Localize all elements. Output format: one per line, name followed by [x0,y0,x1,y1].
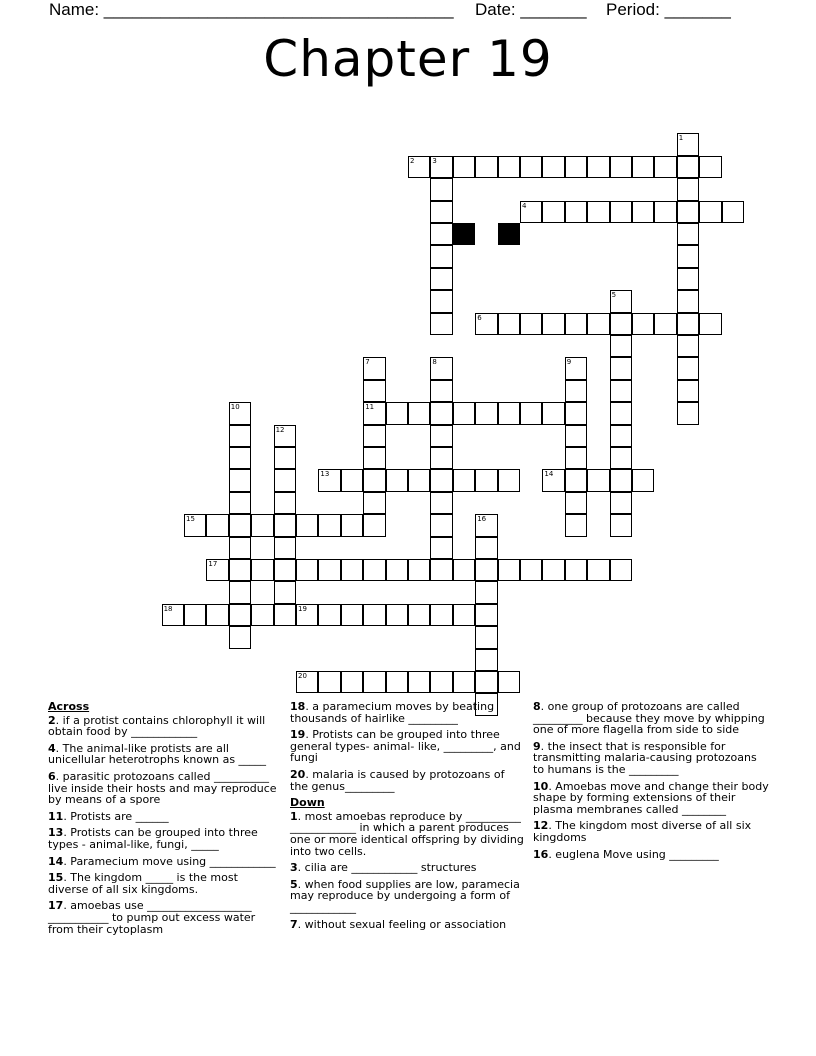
crossword-cell[interactable] [363,380,385,402]
across-clue [290,701,525,724]
clue-label: 14 [48,854,64,868]
across-clue [48,771,280,806]
clue-label: 15 [48,871,64,885]
crossword-cell[interactable] [274,537,296,559]
page-title: Chapter 19 [263,30,553,88]
crossword-cell[interactable] [542,313,564,335]
crossword-cell[interactable] [520,313,542,335]
crossword-cell[interactable] [632,156,654,178]
crossword-cell[interactable] [610,402,632,424]
clues-column-1 [48,701,280,940]
clue-text: . a paramecium moves by beating thousands of hairlike _________ [290,700,495,725]
across-clue [290,729,525,764]
clues-column-2 [290,701,525,935]
clue-number: 5 [611,291,617,300]
clue-number: 18 [163,604,173,613]
crossword-cell[interactable] [677,335,699,357]
crossword-cell[interactable] [453,402,475,424]
clue-text: . The kingdom most diverse of all six kingdoms [533,819,752,844]
clue-text: . euglena Move using _________ [548,847,719,861]
crossword-cell[interactable] [677,268,699,290]
crossword-cell[interactable] [386,671,408,693]
crossword-cell[interactable] [610,357,632,379]
crossword-cell[interactable] [699,201,721,223]
crossword-cell[interactable] [453,156,475,178]
crossword-cell[interactable] [386,469,408,491]
crossword-cell[interactable] [520,402,542,424]
crossword-cell[interactable] [520,156,542,178]
crossword-cell[interactable] [610,380,632,402]
down-heading: Down [290,796,325,810]
across-clue [48,743,280,766]
clue-label: 4 [48,741,56,755]
crossword-cell[interactable] [386,402,408,424]
across-clue [48,872,280,895]
crossword-cell[interactable] [229,514,251,536]
crossword-cell[interactable] [296,559,318,581]
crossword-cell[interactable] [722,201,744,223]
crossword-cell[interactable] [475,537,497,559]
crossword-cell[interactable] [363,469,385,491]
clue-text: . The kingdom _____ is the most diverse of all six kingdoms. [48,871,238,896]
clue-label: 9 [533,739,541,753]
crossword-cell[interactable] [206,514,228,536]
crossword-cell[interactable] [677,156,699,178]
crossword-cell[interactable] [408,469,430,491]
clue-number: 13 [320,470,330,479]
crossword-cell[interactable] [229,425,251,447]
clue-number: 9 [566,358,572,367]
clue-label: 20 [290,767,306,781]
crossword-cell[interactable] [498,469,520,491]
down-clue [290,919,525,931]
crossword-cell[interactable] [430,268,452,290]
crossword-cell[interactable] [229,537,251,559]
blocked-cell [498,223,520,245]
clue-number: 10 [230,403,240,412]
crossword-cell[interactable] [229,626,251,648]
clue-number: 19 [298,604,307,613]
crossword-cell[interactable] [542,402,564,424]
crossword-cell[interactable] [587,559,609,581]
down-clue [533,741,769,776]
clue-text: . the insect that is responsible for transmitting malaria-causing protozoans to humans is the _________ [533,739,757,776]
clue-text: . Protists can be grouped into three types - animal-like, fungi, _____ [48,826,258,851]
crossword-cell[interactable] [229,559,251,581]
crossword-cell[interactable] [430,178,452,200]
crossword-cell[interactable] [274,581,296,603]
crossword-cell[interactable] [475,559,497,581]
clue-label: 18 [290,700,306,713]
crossword-cell[interactable] [677,402,699,424]
clue-label: 19 [290,728,306,742]
across-clue [48,856,280,868]
crossword-cell[interactable] [251,514,273,536]
crossword-cell[interactable] [430,671,452,693]
clue-number: 15 [186,515,195,524]
crossword-cell[interactable] [430,402,452,424]
clue-text: . Amoebas move and change their body shape by forming extensions of their plasma membranes called ________ [533,779,769,816]
clues-column-3 [533,701,769,865]
crossword-cell[interactable] [430,492,452,514]
crossword-cell[interactable] [430,290,452,312]
crossword-cell[interactable] [475,604,497,626]
crossword-cell[interactable] [699,313,721,335]
across-clue [48,827,280,850]
crossword-cell[interactable] [341,469,363,491]
crossword-cell[interactable] [318,604,340,626]
crossword-cell[interactable] [184,604,206,626]
crossword-cell[interactable] [363,671,385,693]
crossword-cell[interactable] [363,425,385,447]
clue-label: 16 [533,847,549,861]
crossword-cell[interactable] [430,469,452,491]
crossword-cell[interactable] [475,671,497,693]
crossword-cell[interactable] [475,581,497,603]
crossword-cell[interactable] [341,559,363,581]
clue-text: . parasitic protozoans called __________ live inside their hosts and may reproduce by means of a spore [48,769,277,807]
crossword-cell[interactable] [565,156,587,178]
crossword-cell[interactable] [677,380,699,402]
crossword-cell[interactable] [363,447,385,469]
crossword-cell[interactable] [565,313,587,335]
across-clue [48,900,280,935]
clue-text: . if a protist contains chlorophyll it will obtain food by ____________ [48,713,266,739]
clue-number: 20 [298,672,307,680]
crossword-cell[interactable] [610,313,632,335]
crossword-cell[interactable] [565,469,587,491]
crossword-cell[interactable] [520,559,542,581]
crossword-cell[interactable] [430,514,452,536]
clue-label: 8 [533,700,541,713]
crossword-cell[interactable] [587,156,609,178]
crossword-cell[interactable] [229,581,251,603]
clue-number: 17 [208,560,218,568]
crossword-cell[interactable] [386,604,408,626]
clue-number: 1 [678,134,684,143]
crossword-cell[interactable] [475,156,497,178]
crossword-cell[interactable] [677,357,699,379]
crossword-cell[interactable] [430,313,452,335]
crossword-cell[interactable] [430,201,452,223]
crossword-cell[interactable] [408,604,430,626]
crossword-cell[interactable] [565,380,587,402]
crossword-cell[interactable] [565,514,587,536]
crossword-cell[interactable] [632,469,654,491]
clue-number: 12 [275,425,285,434]
clue-label: 12 [533,819,549,833]
crossword-cell[interactable] [274,469,296,491]
crossword-cell[interactable] [430,380,452,402]
crossword-cell[interactable] [453,469,475,491]
clue-text: . one group of protozoans are called _________ because they move by whipping one of more flagella from side to side [533,700,765,737]
crossword-cell[interactable] [610,447,632,469]
crossword-cell[interactable] [677,201,699,223]
down-clue [533,849,769,861]
crossword-cell[interactable] [206,604,228,626]
down-clue [533,701,769,736]
clue-label: 6 [48,769,56,783]
crossword-cell[interactable] [498,559,520,581]
clue-label: 3 [290,861,298,875]
across-clue [48,715,280,738]
clue-text: . Protists are ______ [63,809,169,823]
clue-text: . malaria is caused by protozoans of the genus_________ [290,767,505,793]
clue-text: . Paramecium move using ____________ [63,854,276,868]
crossword-cell[interactable] [229,492,251,514]
clue-text: . without sexual feeling or association [297,917,507,931]
crossword-cell[interactable] [453,604,475,626]
crossword-cell[interactable] [318,514,340,536]
clue-text: . most amoebas reproduce by __________ ____________ in which a parent produces one or more identical offspring by dividing into two cells. [290,809,524,858]
clue-label: 1 [290,809,298,823]
clue-number: 7 [365,358,370,367]
crossword-cell[interactable] [475,649,497,671]
clue-label: 10 [533,779,549,793]
crossword-cell[interactable] [498,313,520,335]
clue-number: 3 [432,156,437,165]
crossword-cell[interactable] [386,559,408,581]
across-clue [290,769,525,792]
crossword-cell[interactable] [565,425,587,447]
crossword-cell[interactable] [498,671,520,693]
crossword-cell[interactable] [654,313,676,335]
crossword-cell[interactable] [677,178,699,200]
crossword-cell[interactable] [453,559,475,581]
blocked-cell [453,223,475,245]
crossword-cell[interactable] [542,559,564,581]
clue-label: 7 [290,917,298,931]
clue-label: 2 [48,713,56,727]
crossword-cell[interactable] [363,559,385,581]
page-header [0,0,816,22]
crossword-cell[interactable] [430,425,452,447]
clue-text: . Protists can be grouped into three general types- animal- like, _________, and fungi [290,728,521,765]
crossword-cell[interactable] [475,402,497,424]
clue-text: . amoebas use ___________________ ___________ to pump out excess water from their cytoplasm [48,899,256,936]
crossword-cell[interactable] [565,559,587,581]
crossword-cell[interactable] [610,425,632,447]
crossword-cell[interactable] [430,245,452,267]
crossword-cell[interactable] [677,290,699,312]
clue-number: 6 [477,313,482,322]
crossword-cell[interactable] [565,201,587,223]
crossword-cell[interactable] [274,492,296,514]
crossword-cell[interactable] [408,559,430,581]
clue-label: 17 [48,899,64,913]
crossword-cell[interactable] [430,559,452,581]
crossword-cell[interactable] [430,223,452,245]
crossword-cell[interactable] [408,671,430,693]
crossword-cell[interactable] [610,156,632,178]
crossword-cell[interactable] [363,492,385,514]
across-heading: Across [48,700,90,713]
crossword-cell[interactable] [274,559,296,581]
clue-label: 11 [48,809,64,823]
clue-number: 8 [432,358,437,367]
crossword-cell[interactable] [542,156,564,178]
crossword-cell[interactable] [430,604,452,626]
period-field[interactable]: Period: _______ [606,0,731,19]
crossword-cell[interactable] [587,313,609,335]
clue-number: 14 [544,470,554,479]
crossword-cell[interactable] [654,156,676,178]
crossword-cell[interactable] [498,402,520,424]
crossword-cell[interactable] [341,671,363,693]
clue-number: 2 [410,156,415,165]
crossword-cell[interactable] [610,514,632,536]
crossword-cell[interactable] [341,604,363,626]
crossword-cell[interactable] [677,223,699,245]
crossword-cell[interactable] [587,469,609,491]
clue-text: . The animal-like protists are all unicellular heterotrophs known as _____ [48,741,267,767]
crossword-cell[interactable] [274,447,296,469]
crossword-cell[interactable] [475,469,497,491]
crossword-cell[interactable] [565,402,587,424]
crossword-cell[interactable] [229,604,251,626]
crossword-cell[interactable] [610,201,632,223]
crossword-cell[interactable] [408,402,430,424]
clue-text: . cilia are ____________ structures [297,861,477,875]
crossword-cell[interactable] [274,604,296,626]
clue-label: 5 [290,877,298,891]
crossword-cell[interactable] [363,514,385,536]
crossword-cell[interactable] [565,447,587,469]
crossword-cell[interactable] [229,469,251,491]
crossword-cell[interactable] [296,514,318,536]
crossword-cell[interactable] [632,201,654,223]
name-field[interactable]: Name: _____________________________________ [49,0,454,19]
clue-number: 11 [365,403,375,412]
down-clue [533,781,769,816]
crossword-cell[interactable] [498,156,520,178]
crossword-cell[interactable] [677,313,699,335]
crossword-cell[interactable] [632,313,654,335]
crossword-cell[interactable] [251,559,273,581]
crossword-cell[interactable] [654,201,676,223]
clue-text: . when food supplies are low, paramecia may reproduce by undergoing a form of ____________ [290,877,520,914]
crossword-cell[interactable] [610,335,632,357]
down-clue [290,862,525,874]
crossword-cell[interactable] [430,537,452,559]
crossword-cell[interactable] [475,626,497,648]
crossword-cell[interactable] [274,514,296,536]
date-field[interactable]: Date: _______ [475,0,587,19]
down-clue [290,879,525,914]
down-clue [533,820,769,843]
crossword-cell[interactable] [677,245,699,267]
clue-number: 4 [522,201,527,210]
down-clue [290,811,525,857]
crossword-cell[interactable] [229,447,251,469]
crossword-cell[interactable] [699,156,721,178]
crossword-cell[interactable] [341,514,363,536]
crossword-cell[interactable] [453,671,475,693]
across-clue [48,811,280,823]
crossword-cell[interactable] [363,604,385,626]
crossword-cell[interactable] [430,447,452,469]
crossword-cell[interactable] [318,559,340,581]
crossword-cell[interactable] [542,201,564,223]
crossword-cell[interactable] [610,492,632,514]
crossword-cell[interactable] [587,201,609,223]
crossword-cell[interactable] [565,492,587,514]
crossword-cell[interactable] [610,559,632,581]
crossword-cell[interactable] [610,469,632,491]
clue-number: 16 [477,515,487,524]
clue-label: 13 [48,826,64,840]
crossword-cell[interactable] [318,671,340,693]
crossword-cell[interactable] [251,604,273,626]
